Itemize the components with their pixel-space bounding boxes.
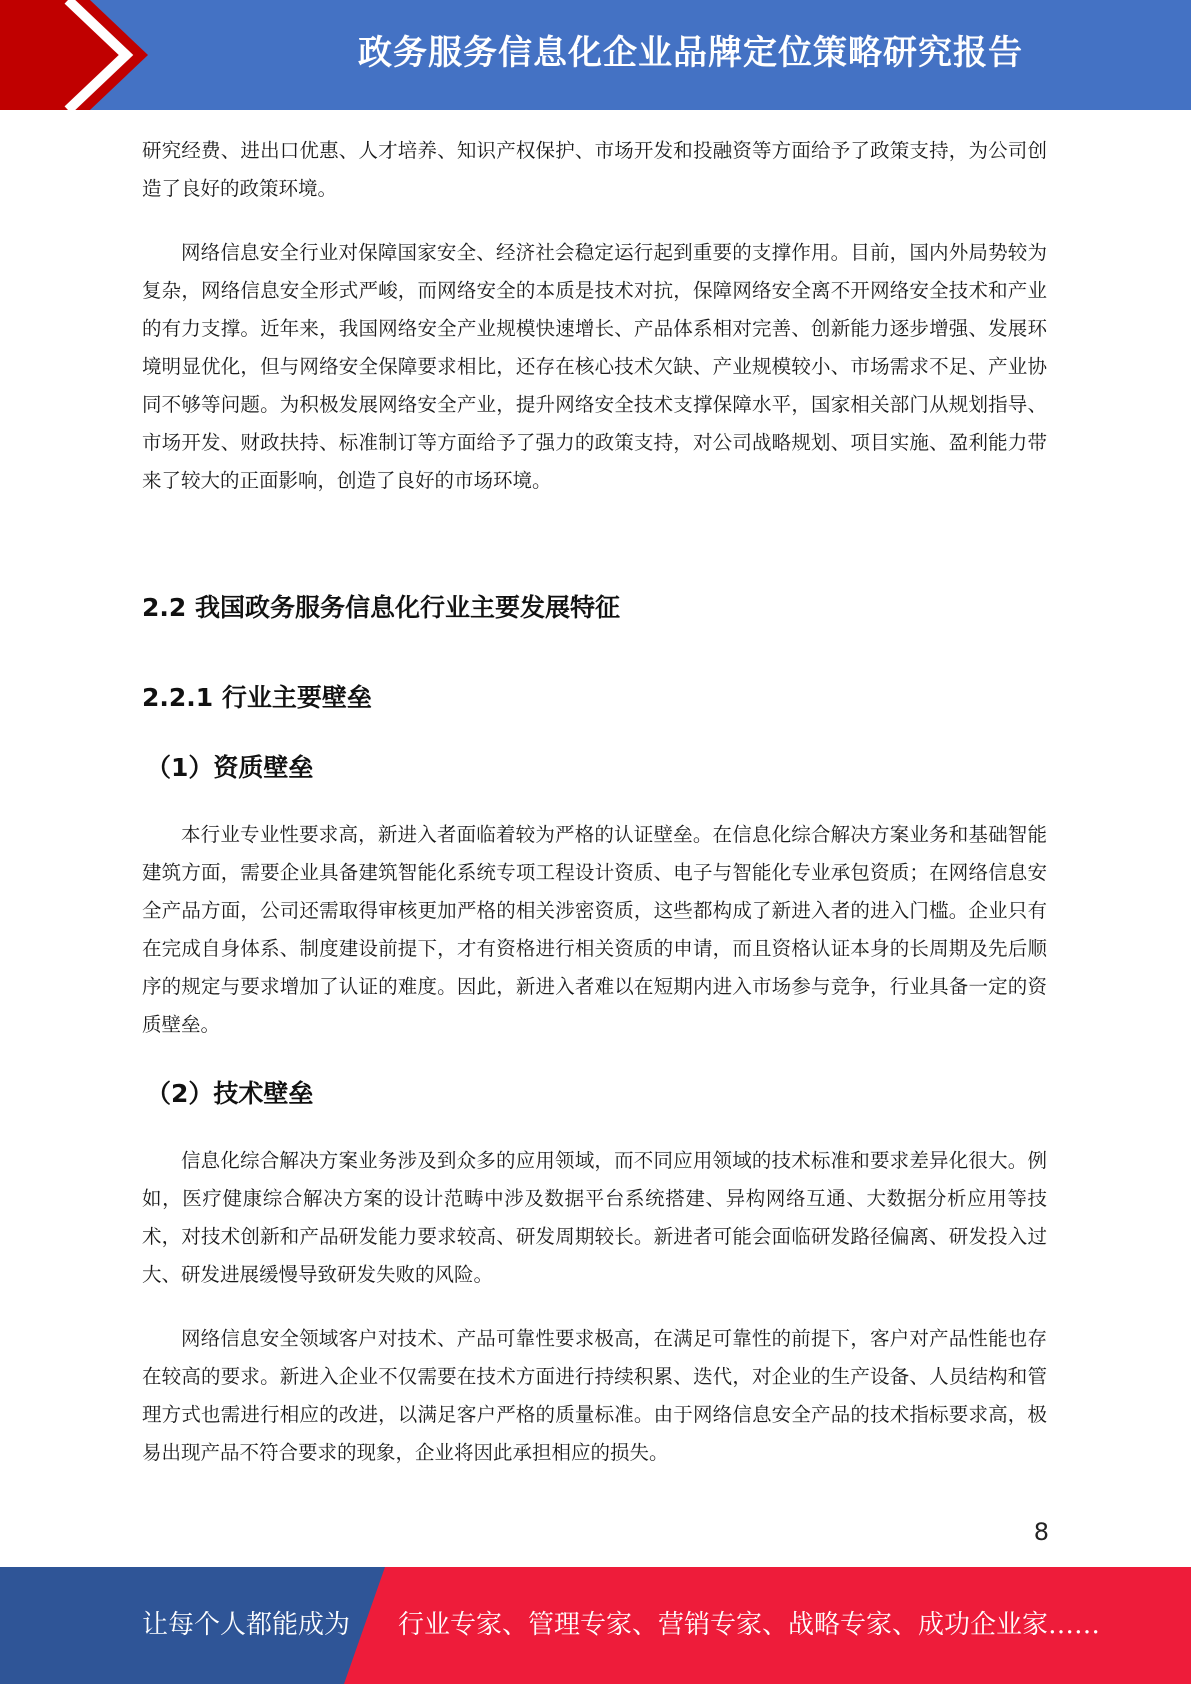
page-footer (0, 1567, 1191, 1684)
paragraph-qualification-barrier: 本行业专业性要求高，新进入者面临着较为严格的认证壁垒。在信息化综合解决方案业务和基础智能建筑方面，需要企业具备建筑智能化系统专项工程设计资质、电子与智能化专业承包资质；在网络信息安全产品方面，公司还需取得审核更加严格的相关涉密资质，这些都构成了新进入者的进入门槛。企业只有在完成自身体系、制度建设前提下，才有资格进行相关资质的申请，而且资格认证本身的长周期及先后顺序的规定与要求增加了认证的难度。因此，新进入者难以在短期内进入市场参与竞争，行业具备一定的资质壁垒。 (142, 823, 1047, 1036)
paragraph-security-reliability: 网络信息安全领域客户对技术、产品可靠性要求极高，在满足可靠性的前提下，客户对产品性能也存在较高的要求。新进入企业不仅需要在技术方面进行持续积累、迭代，对企业的生产设备、人员结构和管理方式也需进行相应的改进，以满足客户严格的质量标准。由于网络信息安全产品的技术指标要求高，极易出现产品不符合要求的现象，企业将因此承担相应的损失。 (142, 1327, 1047, 1464)
paragraph-continued: 研究经费、进出口优惠、人才培养、知识产权保护、市场开发和投融资等方面给予了政策支持，为公司创造了良好的政策环境。 (142, 139, 1047, 200)
page-header (0, 0, 1191, 110)
footer-slogan-right: 行业专家、管理专家、营销专家、战略专家、成功企业家…… (398, 1610, 1101, 1640)
item-heading-technology: （2）技术壁垒 (146, 1079, 314, 1108)
footer-slogan-left: 让每个人都能成为 (142, 1610, 351, 1640)
header-chevron-icon (0, 0, 160, 110)
page-number: 8 (1033, 1518, 1049, 1546)
subsection-heading: 2.2.1 行业主要壁垒 (142, 683, 372, 712)
report-title: 政务服务信息化企业品牌定位策略研究报告 (358, 33, 1023, 73)
item-heading-qualification: （1）资质壁垒 (146, 753, 314, 782)
paragraph-network-security: 网络信息安全行业对保障国家安全、经济社会稳定运行起到重要的支撑作用。目前，国内外局势较为复杂，网络信息安全形式严峻，而网络安全的本质是技术对抗，保障网络安全离不开网络安全技术和产业的有力支撑。近年来，我国网络安全产业规模快速增长、产品体系相对完善、创新能力逐步增强、发展环境明显优化，但与网络安全保障要求相比，还存在核心技术欠缺、产业规模较小、市场需求不足、产业协同不够等问题。为积极发展网络安全产业，提升网络安全技术支撑保障水平，国家相关部门从规划指导、市场开发、财政扶持、标准制订等方面给予了强力的政策支持，对公司战略规划、项目实施、盈利能力带来了较大的正面影响，创造了良好的市场环境。 (142, 241, 1047, 492)
paragraph-technology-barrier: 信息化综合解决方案业务涉及到众多的应用领域，而不同应用领域的技术标准和要求差异化很大。例如，医疗健康综合解决方案的设计范畴中涉及数据平台系统搭建、异构网络互通、大数据分析应用等技术，对技术创新和产品研发能力要求较高、研发周期较长。新进者可能会面临研发路径偏离、研发投入过大、研发进展缓慢导致研发失败的风险。 (142, 1149, 1047, 1286)
page-content (142, 132, 1047, 1472)
section-heading: 2.2 我国政务服务信息化行业主要发展特征 (142, 593, 620, 622)
